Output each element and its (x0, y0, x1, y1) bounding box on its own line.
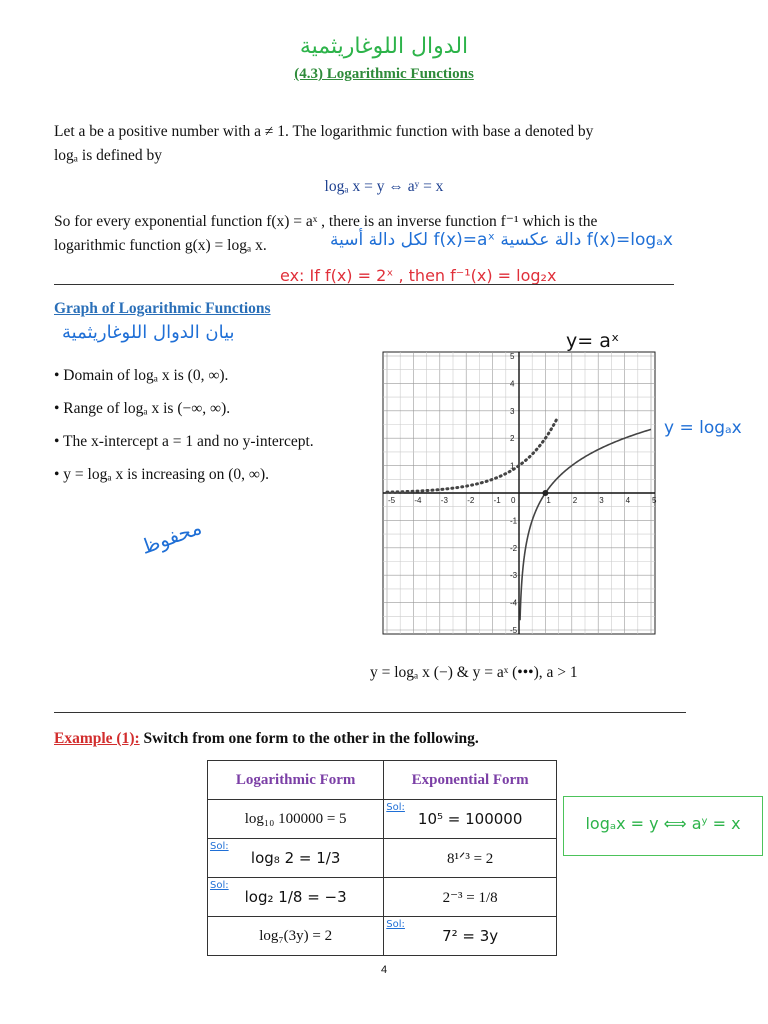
y-tick-label: 2 (510, 434, 515, 444)
sol-label: Sol: (210, 841, 229, 852)
header-log-form: Logarithmic Form (208, 761, 384, 800)
x-tick-label: 3 (599, 496, 604, 505)
row2-log-value: log₈ 2 = 1/3 (250, 849, 341, 867)
page-number: 4 (380, 964, 388, 976)
arabic-section-heading: بيان الدوال اللوغاريثمية (62, 322, 235, 343)
boxed-rule-text: logₐx = y ⟺ aʸ = x (585, 814, 741, 833)
x-tick-label: 5 (652, 496, 657, 505)
boxed-rule (563, 796, 763, 856)
graph-caption: y = logₐ x (−) & y = aˣ (•••), a > 1 (370, 664, 578, 681)
x-tick-label: 0 (511, 496, 516, 505)
x-tick-label: -3 (440, 496, 448, 505)
page-title: (4.3) Logarithmic Functions (294, 66, 474, 82)
section-heading-graph: Graph of Logarithmic Functions (54, 300, 271, 317)
table-row (208, 839, 557, 878)
row1-log: log₁₀ 100000 = 5 (208, 800, 384, 839)
handwritten-signature: محفوظ (137, 515, 205, 559)
bullet-increasing: • y = logₐ x is increasing on (0, ∞). (54, 466, 269, 483)
header-exp-form: Exponential Form (384, 761, 557, 800)
arabic-title: الدوال اللوغاريثمية (299, 34, 469, 59)
table-row (208, 878, 557, 917)
row2-log (208, 839, 384, 878)
row2-exp: 8¹ᐟ³ = 2 (384, 839, 557, 878)
y-tick-label: -4 (510, 598, 518, 608)
x-tick-label: -2 (467, 496, 475, 505)
y-tick-label: 4 (510, 379, 515, 389)
table-header-row (208, 761, 557, 800)
example-instructions: Switch from one form to the other in the following. (139, 730, 479, 747)
sol-label: Sol: (386, 919, 405, 930)
bullet-domain: • Domain of logₐ x is (0, ∞). (54, 367, 229, 384)
intro-line-2: logₐ is defined by (54, 147, 162, 164)
x-intercept-point (542, 490, 548, 496)
row1-exp-value: 10⁵ = 100000 (417, 809, 523, 828)
x-tick-label: -1 (493, 496, 501, 505)
bullet-intercept: • The x-intercept a = 1 and no y-intercept. (54, 433, 314, 450)
y-tick-label: 5 (510, 352, 515, 361)
y-tick-label: 3 (510, 406, 515, 416)
log-curve-label: y = logₐx (664, 418, 742, 438)
example-label: Example (1): (54, 730, 140, 747)
sol-label: Sol: (210, 880, 229, 891)
example-heading (54, 730, 479, 748)
x-tick-label: 4 (625, 496, 631, 505)
handwritten-note-blue: لكل دالة أسية f(x)=aˣ دالة عكسية f(x)=logₐx (330, 230, 673, 250)
x-tick-label: 1 (546, 496, 551, 505)
y-tick-label: 1 (510, 461, 515, 471)
row4-exp-value: 7² = 3y (442, 926, 499, 945)
handwritten-note-red: ex: If f(x) = 2ˣ , then f⁻¹(x) = log₂x (280, 266, 557, 285)
row4-log: log₇(3y) = 2 (208, 917, 384, 956)
y-tick-label: -3 (510, 571, 518, 581)
row3-log-value: log₂ 1/8 = −3 (244, 888, 347, 906)
bullet-range: • Range of logₐ x is (−∞, ∞). (54, 400, 231, 417)
x-tick-label: 2 (572, 496, 578, 505)
table-row (208, 917, 557, 956)
y-tick-label: -2 (510, 543, 518, 553)
divider-2 (54, 712, 686, 713)
y-tick-label: -5 (510, 626, 518, 635)
x-tick-label: -5 (388, 496, 396, 505)
row3-exp: 2⁻³ = 1/8 (384, 878, 557, 917)
divider-1 (54, 284, 674, 285)
x-tick-label: -4 (414, 496, 422, 505)
row4-exp (384, 917, 557, 956)
intro-line-3: So for every exponential function f(x) = aˣ , there is an inverse function f⁻¹ which is the (54, 213, 598, 230)
table-row (208, 800, 557, 839)
y-tick-label: -1 (510, 516, 518, 526)
sol-label: Sol: (386, 802, 405, 813)
log-exp-graph (383, 352, 655, 634)
intro-line-1: Let a be a positive number with a ≠ 1. The logarithmic function with base a denoted by (54, 123, 594, 140)
row3-log (208, 878, 384, 917)
intro-line-4: logarithmic function g(x) = logₐ x. (54, 237, 267, 254)
row1-exp (384, 800, 557, 839)
definition-formula: logₐ x = y ⇔ aʸ = x (324, 178, 444, 195)
exp-curve-label: y= aˣ (566, 330, 620, 352)
conversion-table (207, 760, 557, 956)
